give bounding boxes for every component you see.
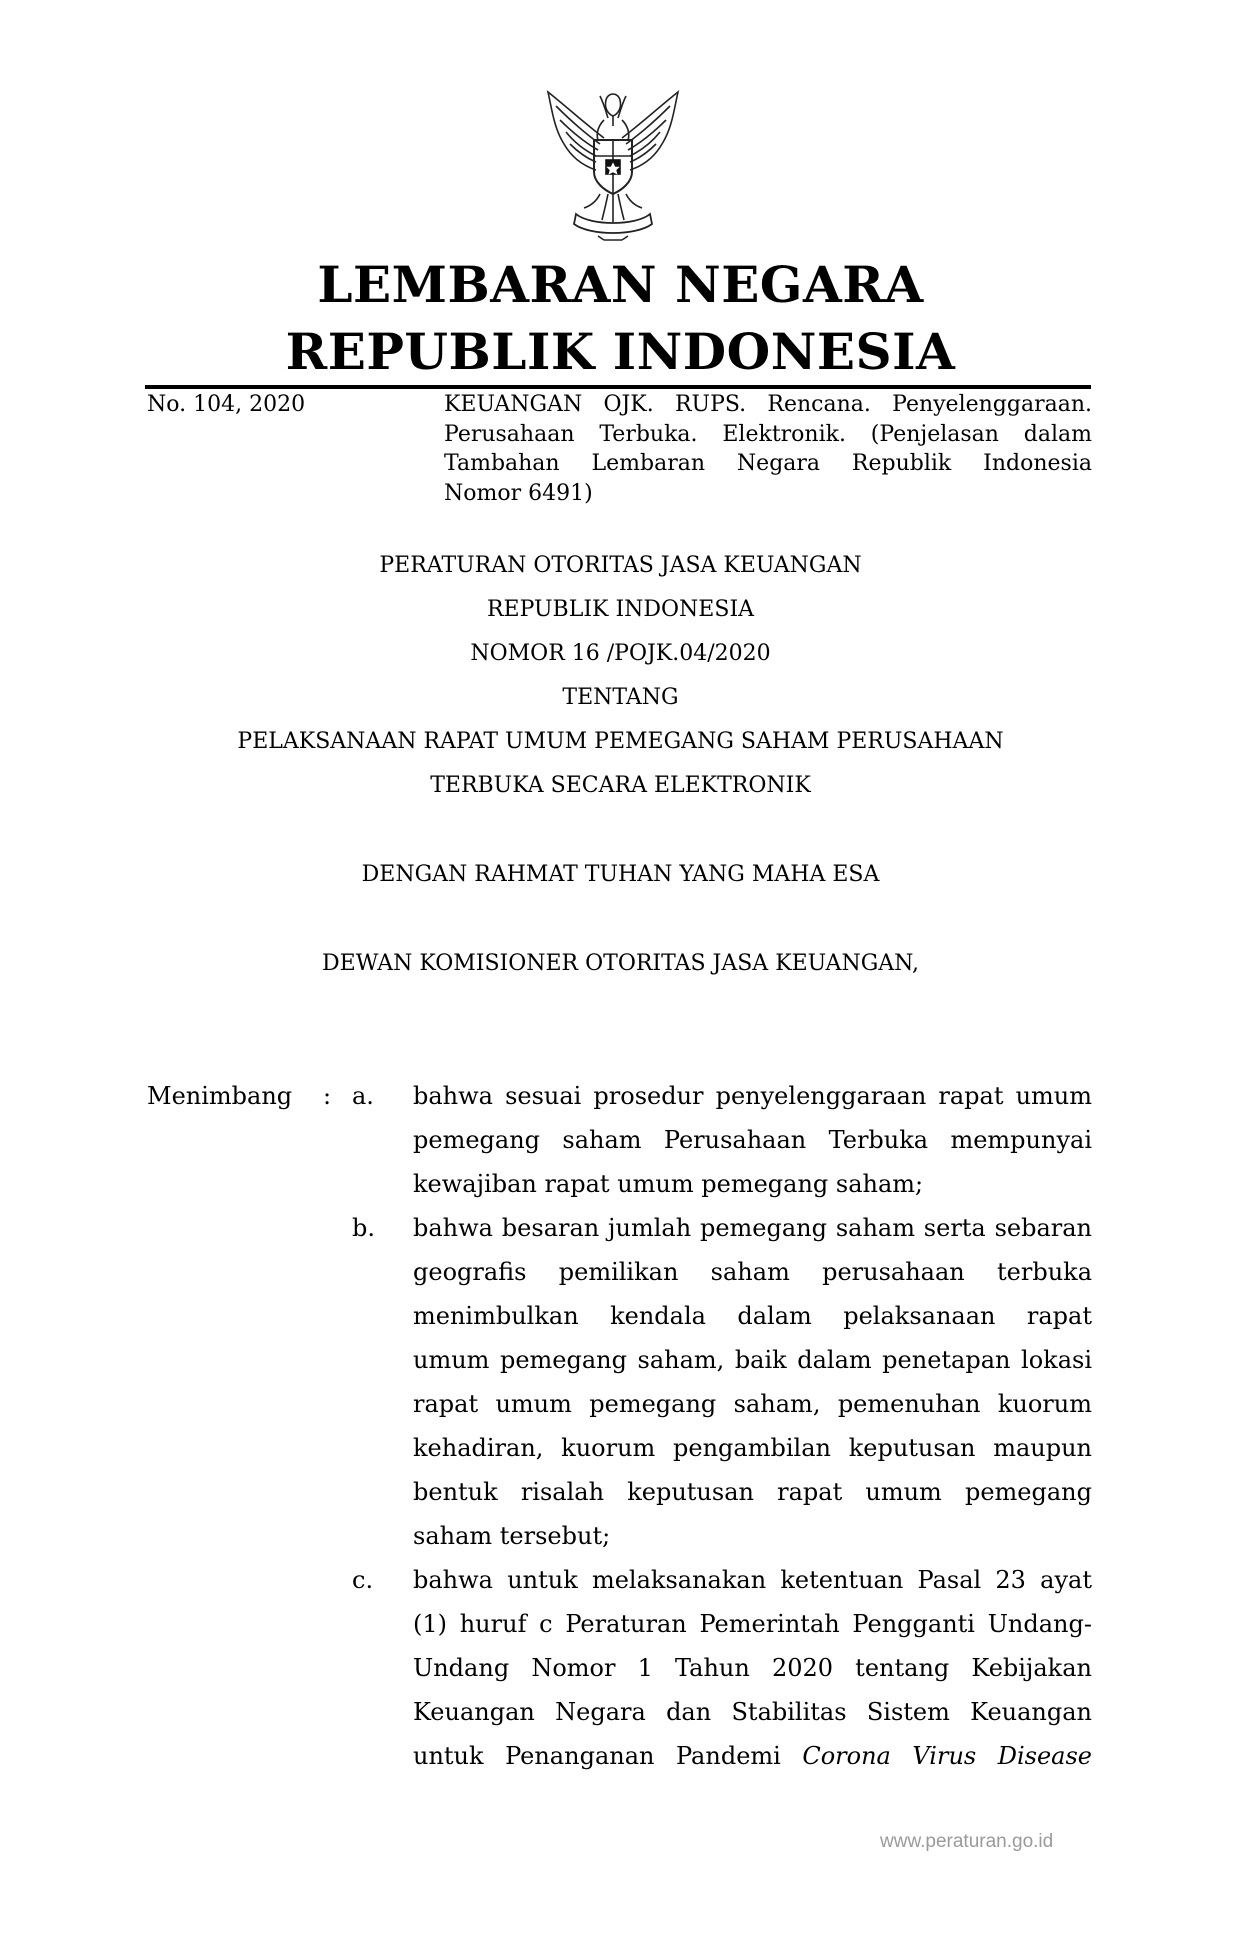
item-line: Undang Nomor 1 Tahun 2020 tentang Kebijakan: [413, 1654, 1092, 1682]
gazette-number: No. 104, 2020: [147, 392, 306, 417]
item-line: bahwa untuk melaksanakan ketentuan Pasal 23 ayat: [413, 1566, 1092, 1594]
item-line: pemegang saham Perusahaan Terbuka mempunyai: [413, 1126, 1092, 1154]
regulation-title-line-1: PERATURAN OTORITAS JASA KEUANGAN: [379, 553, 862, 578]
item-line: saham tersebut;: [413, 1522, 611, 1550]
subject-line: KEUANGAN OJK. RUPS. Rencana. Penyelenggaraan.: [444, 392, 1092, 417]
item-line: kewajiban rapat umum pemegang saham;: [413, 1170, 924, 1198]
regulation-number: NOMOR 16 /POJK.04/2020: [470, 641, 771, 666]
regulation-subject-line-2: TERBUKA SECARA ELEKTRONIK: [430, 773, 811, 798]
item-line: Keuangan Negara dan Stabilitas Sistem Keuangan: [413, 1698, 1092, 1726]
masthead-line-1: LEMBARAN NEGARA: [317, 255, 924, 314]
masthead-rule: [145, 385, 1091, 389]
menimbang-item-b: [413, 1206, 1092, 1558]
menimbang-item-c: [413, 1558, 1092, 1778]
menimbang-colon: :: [323, 1082, 332, 1110]
regulation-title-line-2: REPUBLIK INDONESIA: [486, 597, 755, 622]
item-line: bahwa sesuai prosedur penyelenggaraan rapat umum: [413, 1082, 1092, 1110]
item-line: geografis pemilikan saham perusahaan terbuka: [413, 1258, 1092, 1286]
regulation-subject-line-1: PELAKSANAAN RAPAT UMUM PEMEGANG SAHAM PERUSAHAAN: [237, 729, 1004, 754]
item-line-with-italic: [413, 1734, 1092, 1778]
subject-line: Nomor 6491): [444, 480, 593, 506]
item-line: kehadiran, kuorum pengambilan keputusan maupun: [413, 1434, 1092, 1462]
garuda-emblem: [538, 86, 688, 244]
item-line-prefix: untuk Penanganan Pandemi: [413, 1742, 781, 1770]
gazette-subject: [444, 390, 1092, 508]
preamble-dewan: DEWAN KOMISIONER OTORITAS JASA KEUANGAN,: [322, 951, 919, 976]
item-line: bentuk risalah keputusan rapat umum pemegang: [413, 1478, 1092, 1506]
item-line: menimbulkan kendala dalam pelaksanaan rapat: [413, 1302, 1092, 1330]
item-line: bahwa besaran jumlah pemegang saham serta sebaran: [413, 1214, 1092, 1242]
menimbang-item-a: [413, 1074, 1092, 1206]
item-letter: c.: [352, 1566, 374, 1594]
item-line-italic: Corona Virus Disease: [802, 1742, 1092, 1770]
item-letter: a.: [352, 1082, 374, 1110]
item-line: rapat umum pemegang saham, pemenuhan kuorum: [413, 1390, 1092, 1418]
masthead-line-2: REPUBLIK INDONESIA: [285, 322, 956, 381]
regulation-tentang: TENTANG: [562, 685, 679, 710]
item-line: umum pemegang saham, baik dalam penetapan lokasi: [413, 1346, 1092, 1374]
preamble-rahmat: DENGAN RAHMAT TUHAN YANG MAHA ESA: [361, 862, 880, 887]
subject-line: Perusahaan Terbuka. Elektronik. (Penjelasan dalam: [444, 421, 1092, 447]
footer-source-url: www.peraturan.go.id: [880, 1831, 1054, 1852]
menimbang-label: Menimbang: [147, 1082, 293, 1110]
subject-line: Tambahan Lembaran Negara Republik Indonesia: [444, 451, 1092, 476]
item-letter: b.: [352, 1214, 375, 1242]
item-line: (1) huruf c Peraturan Pemerintah Pengganti Undang-: [413, 1610, 1092, 1638]
